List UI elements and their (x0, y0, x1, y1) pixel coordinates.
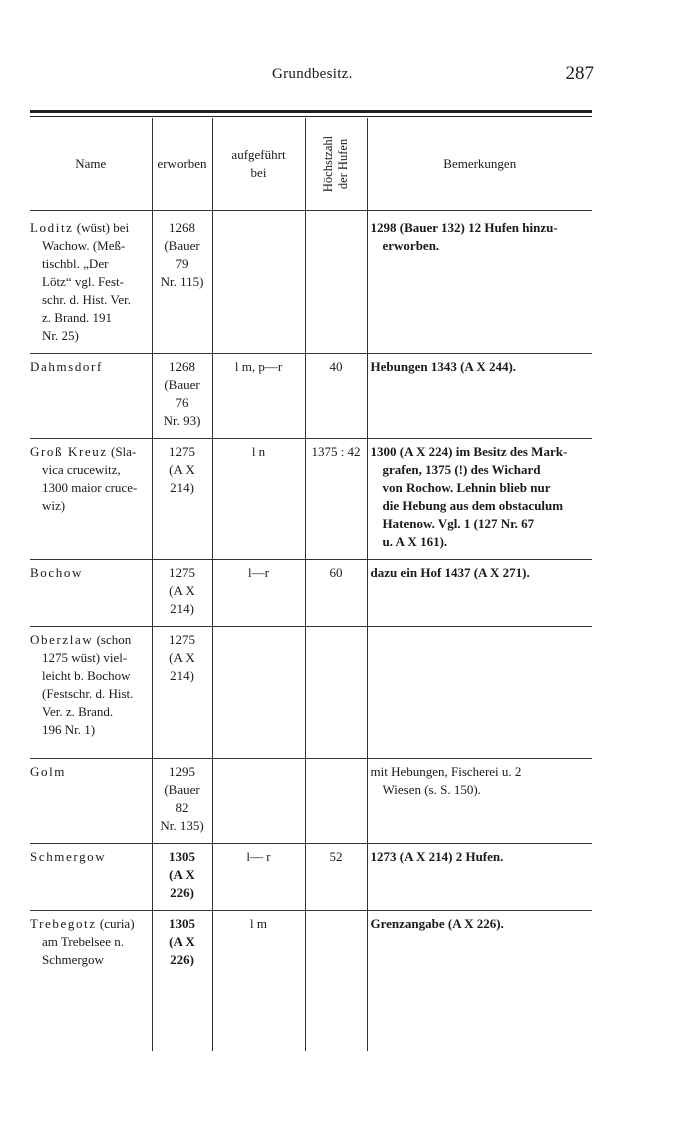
place-note-line: Wachow. (Meß- (42, 238, 126, 253)
place-name: Dahmsdorf (30, 359, 103, 374)
cell-bemerkungen (367, 911, 592, 1051)
cell-erworben (152, 911, 212, 1051)
erworben-line: 82 (175, 800, 189, 815)
erworben-line: 1275 (169, 565, 195, 580)
table-body (30, 211, 592, 1051)
table-header-row (30, 118, 592, 211)
bemerkung-line: u. A X 161). (382, 534, 448, 549)
aufgefuehrt-label-1: aufgeführt (231, 147, 286, 162)
cell-hoechstzahl: 52 (305, 844, 367, 911)
place-name: Golm (30, 764, 67, 779)
landholdings-table (30, 118, 592, 1051)
place-name: Groß Kreuz (30, 444, 108, 459)
cell-hoechstzahl: 1375 : 42 (305, 439, 367, 560)
bemerkung-line: erworben. (382, 238, 440, 253)
table-row (30, 354, 592, 439)
cell-bemerkungen (367, 560, 592, 627)
table-row (30, 844, 592, 911)
table-row (30, 560, 592, 627)
bemerkung-line: dazu ein Hof 1437 (A X 271). (370, 565, 530, 580)
bemerkung-line: 1273 (A X 214) 2 Hufen. (370, 849, 504, 864)
bemerkung-line: mit Hebungen, Fischerei u. 2 (370, 764, 522, 779)
erworben-line: 1305 (169, 849, 195, 864)
cell-erworben (152, 354, 212, 439)
aufgefuehrt-label-2: bei (250, 165, 267, 180)
place-note-line: schr. d. Hist. Ver. (42, 292, 131, 307)
erworben-line: (A X (169, 934, 195, 949)
cell-aufgefuehrt (212, 211, 305, 354)
page-number: 287 (565, 63, 594, 84)
erworben-line: 1268 (169, 359, 195, 374)
place-note-line: z. Brand. 191 (42, 310, 113, 325)
erworben-line: 214) (170, 601, 194, 616)
table-row (30, 627, 592, 759)
place-name-line (30, 358, 150, 376)
cell-name (30, 844, 152, 911)
erworben-line: 1268 (169, 220, 195, 235)
cell-bemerkungen (367, 211, 592, 354)
place-name-line (30, 564, 150, 582)
bemerkung-line: Grenzangabe (A X 226). (370, 916, 504, 931)
hoechstzahl-label-2: der Hufen (336, 138, 350, 190)
cell-erworben (152, 560, 212, 627)
place-note: (schon (93, 632, 132, 647)
erworben-line: (A X (169, 462, 195, 477)
erworben-line: (Bauer (164, 238, 200, 253)
bemerkung-line: grafen, 1375 (!) des Wichard (382, 462, 541, 477)
place-note-line: tischbl. „Der (42, 256, 109, 271)
cell-name (30, 627, 152, 759)
place-note-line: Nr. 25) (42, 328, 79, 343)
erworben-line: (Bauer (164, 377, 200, 392)
bemerkung-line: die Hebung aus dem obstaculum (382, 498, 564, 513)
erworben-line: 1305 (169, 916, 195, 931)
bemerkung-line: Wiesen (s. S. 150). (382, 782, 481, 797)
hoechstzahl-label-1: Höchstzahl (321, 135, 335, 193)
cell-hoechstzahl (305, 211, 367, 354)
place-note-line: 1275 wüst) viel- (42, 650, 128, 665)
cell-hoechstzahl: 60 (305, 560, 367, 627)
running-head (0, 63, 700, 90)
cell-hoechstzahl (305, 911, 367, 1051)
erworben-line: 79 (175, 256, 189, 271)
erworben-line: (A X (169, 867, 195, 882)
place-note-line: (Festschr. d. Hist. (42, 686, 134, 701)
place-note-line: vica crucewitz, (42, 462, 121, 477)
header-rule-thin (30, 116, 592, 117)
cell-bemerkungen (367, 439, 592, 560)
cell-bemerkungen (367, 354, 592, 439)
running-title: Grundbesitz. (272, 66, 353, 82)
place-name-line (30, 763, 150, 781)
cell-bemerkungen (367, 627, 592, 759)
cell-aufgefuehrt (212, 627, 305, 759)
erworben-line: Nr. 93) (163, 413, 201, 428)
cell-aufgefuehrt: l m, p—r (212, 354, 305, 439)
cell-name (30, 560, 152, 627)
bemerkung-line: 1298 (Bauer 132) 12 Hufen hinzu- (370, 220, 558, 235)
place-name: Schmergow (30, 849, 107, 864)
erworben-line: 1275 (169, 444, 195, 459)
place-name: Trebegotz (30, 916, 97, 931)
place-note-line: leicht b. Bochow (42, 668, 131, 683)
cell-aufgefuehrt: l n (212, 439, 305, 560)
place-name: Bochow (30, 565, 83, 580)
cell-name (30, 211, 152, 354)
place-note-line: Ver. z. Brand. (42, 704, 114, 719)
cell-erworben (152, 627, 212, 759)
place-name-line (30, 443, 150, 461)
place-note-line: 196 Nr. 1) (42, 722, 96, 737)
place-note-line: am Trebelsee n. (42, 934, 124, 949)
place-name: Oberzlaw (30, 632, 94, 647)
column-header-erworben: erworben (152, 118, 212, 211)
cell-erworben (152, 211, 212, 354)
cell-name (30, 354, 152, 439)
place-note-line: 1300 maior cruce- (42, 480, 138, 495)
erworben-line: 214) (170, 480, 194, 495)
bemerkung-line: Hatenow. Vgl. 1 (127 Nr. 67 (382, 516, 535, 531)
table-row (30, 439, 592, 560)
place-note: (curia) (96, 916, 135, 931)
erworben-line: (Bauer (164, 782, 200, 797)
place-note: (wüst) bei (73, 220, 130, 235)
cell-aufgefuehrt: l—r (212, 560, 305, 627)
erworben-line: (A X (169, 650, 195, 665)
bemerkung-line: von Rochow. Lehnin blieb nur (382, 480, 551, 495)
erworben-line: 1295 (169, 764, 195, 779)
erworben-line: 226) (170, 885, 194, 900)
erworben-line: 1275 (169, 632, 195, 647)
erworben-line: 76 (175, 395, 189, 410)
place-name-line (30, 631, 150, 649)
place-note: (Sla- (107, 444, 137, 459)
cell-hoechstzahl (305, 759, 367, 844)
bemerkung-line: Hebungen 1343 (A X 244). (370, 359, 517, 374)
place-name-line (30, 915, 150, 933)
column-header-bemerkungen: Bemerkungen (367, 118, 592, 211)
bemerkung-line: 1300 (A X 224) im Besitz des Mark- (370, 444, 568, 459)
header-rule-thick (30, 110, 592, 113)
place-note-line: Schmergow (42, 952, 104, 967)
cell-erworben (152, 844, 212, 911)
erworben-line: 226) (170, 952, 194, 967)
place-name: Loditz (30, 220, 74, 235)
place-name-line (30, 219, 150, 237)
table-row (30, 911, 592, 1051)
table-row (30, 759, 592, 844)
erworben-line: (A X (169, 583, 195, 598)
cell-hoechstzahl (305, 627, 367, 759)
table-row (30, 211, 592, 354)
column-header-hoechstzahl (305, 118, 367, 211)
place-note-line: Lötz“ vgl. Fest- (42, 274, 124, 289)
cell-hoechstzahl: 40 (305, 354, 367, 439)
cell-name (30, 911, 152, 1051)
cell-name (30, 759, 152, 844)
cell-bemerkungen (367, 844, 592, 911)
cell-bemerkungen (367, 759, 592, 844)
cell-aufgefuehrt: l— r (212, 844, 305, 911)
column-header-name: Name (30, 118, 152, 211)
place-note-line: wiz) (42, 498, 66, 513)
cell-aufgefuehrt: l m (212, 911, 305, 1051)
cell-name (30, 439, 152, 560)
cell-erworben (152, 759, 212, 844)
column-header-aufgefuehrt (212, 118, 305, 211)
erworben-line: Nr. 135) (160, 818, 204, 833)
cell-erworben (152, 439, 212, 560)
cell-aufgefuehrt (212, 759, 305, 844)
erworben-line: Nr. 115) (160, 274, 204, 289)
place-name-line (30, 848, 150, 866)
erworben-line: 214) (170, 668, 194, 683)
